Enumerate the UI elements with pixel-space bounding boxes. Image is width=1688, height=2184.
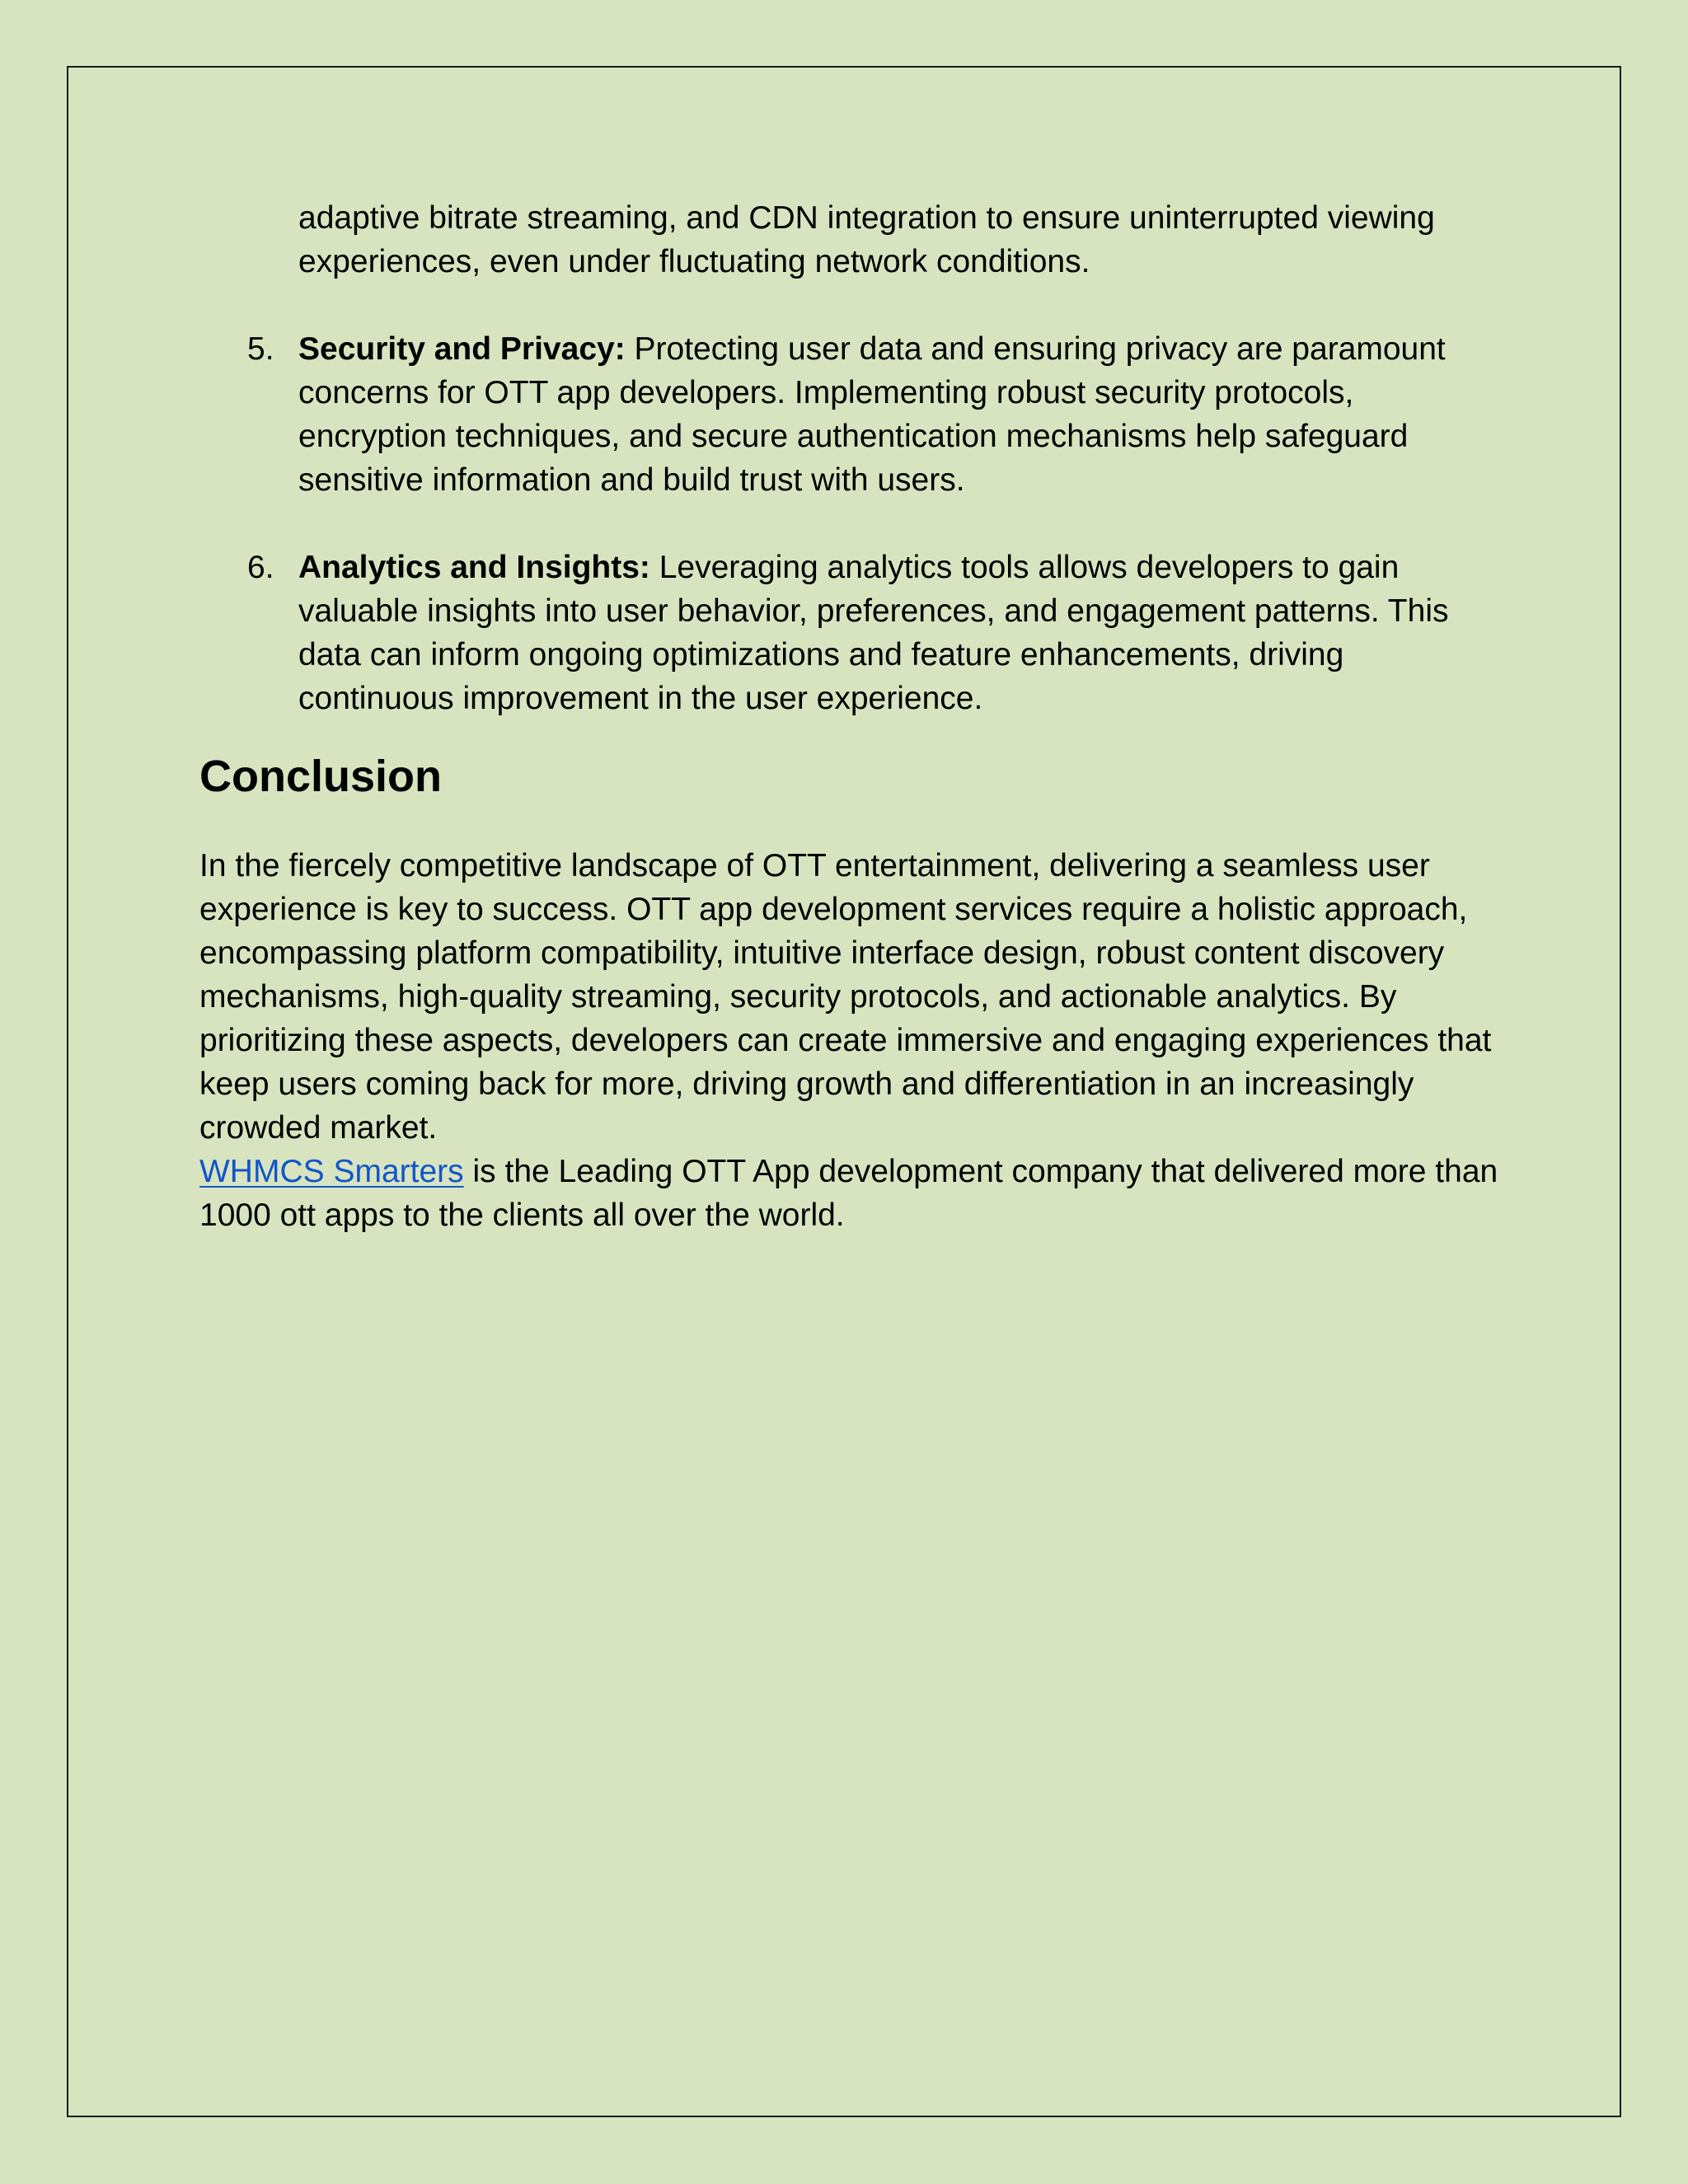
list-number: 6.: [247, 550, 274, 585]
closing-text: is the Leading OTT App development company that delivered more than 1000 ott apps to the clients all over the world.: [199, 1154, 1498, 1233]
list-text: Protecting user data and ensuring privacy are paramount concerns for OTT app developers. Implementing robust security protocols, encryption techniques, and secure authentication mechanisms help safeguard sensitive information and build trust with users.: [298, 331, 1446, 498]
continued-list-text: adaptive bitrate streaming, and CDN integration to ensure uninterrupted viewing experiences, even under fluctuating network conditions.: [298, 200, 1435, 279]
list-text: Leveraging analytics tools allows developers to gain valuable insights into user behavior, preferences, and engagement patterns. This data can inform ongoing optimizations and feature enhancements, driving continuous improvement in the user experience.: [298, 550, 1449, 716]
document-body: [199, 196, 1502, 1237]
list-item-analytics: [199, 546, 1502, 720]
conclusion-heading: Conclusion: [199, 752, 442, 801]
list-term: Analytics and Insights:: [298, 550, 650, 585]
conclusion-paragraph: In the fiercely competitive landscape of OTT entertainment, delivering a seamless user experience is key to success. OTT app development services require a holistic approach, encompassing platform compatibility, intuitive interface design, robust content discovery mechanisms, high-quality streaming, security protocols, and actionable analytics. By prioritizing these aspects, developers can create immersive and engaging experiences that keep users coming back for more, driving growth and differentiation in an increasingly crowded market.: [199, 848, 1492, 1146]
list-item-security: [199, 327, 1502, 502]
closing-paragraph: [199, 1150, 1502, 1237]
whmcs-smarters-link[interactable]: WHMCS Smarters: [199, 1154, 464, 1189]
list-term: Security and Privacy:: [298, 331, 626, 367]
list-number: 5.: [247, 331, 274, 367]
